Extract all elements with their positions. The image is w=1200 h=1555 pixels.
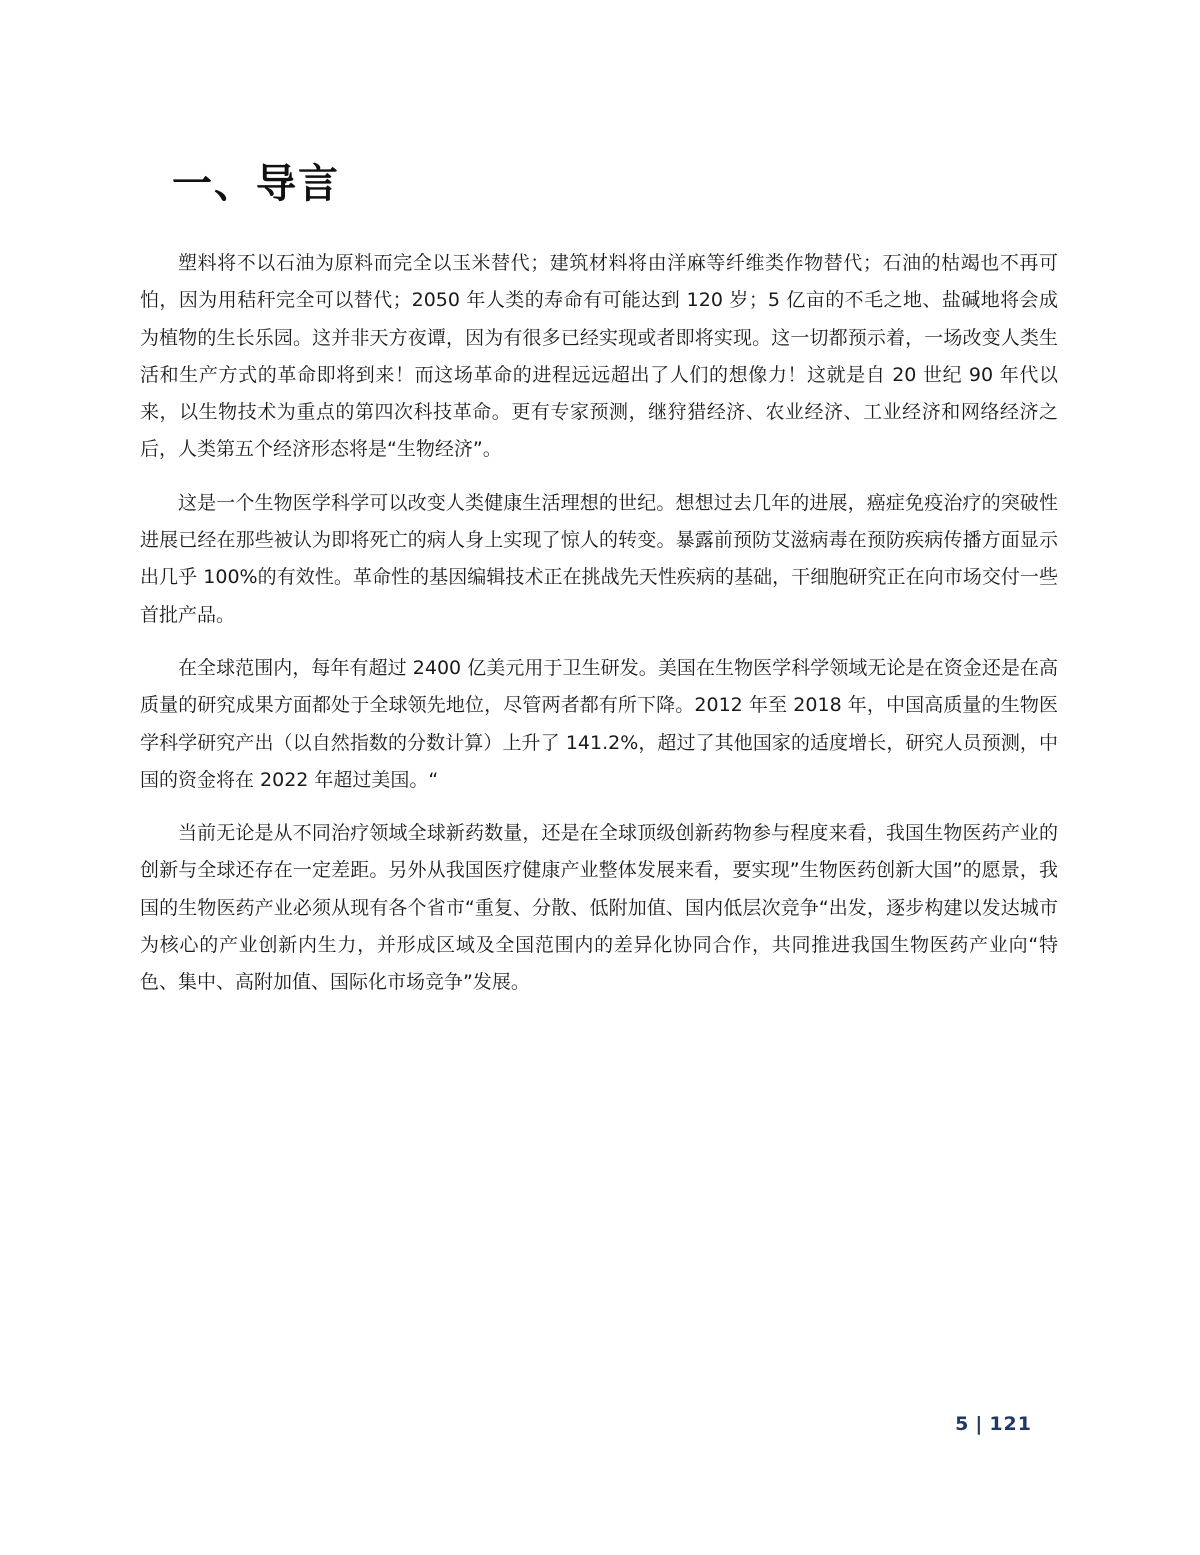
section-heading: 一、导言 xyxy=(172,161,340,207)
paragraph: 当前无论是从不同治疗领域全球新药数量，还是在全球顶级创新药物参与程度来看，我国生物医药产业的创新与全球还存在一定差距。另外从我国医疗健康产业整体发展来看，要实现”生物医药创新大国”的愿景，我国的生物医药产业必须从现有各个省市“重复、分散、低附加值、国内低层次竞争“出发，逐步构建以发达城市为核心的产业创新内生力，并形成区域及全国范围内的差异化协同合作，共同推进我国生物医药产业向“特色、集中、高附加值、国际化市场竞争”发展。 xyxy=(140,822,1058,994)
total-pages: 121 xyxy=(989,1413,1032,1435)
paragraph: 这是一个生物医学科学可以改变人类健康生活理想的世纪。想想过去几年的进展，癌症免疫治疗的突破性进展已经在那些被认为即将死亡的病人身上实现了惊人的转变。暴露前预防艾滋病毒在预防疾病传播方面显示出几乎 100%的有效性。革命性的基因编辑技术正在挑战先天性疾病的基础，干细胞研究正在向市场交付一些首批产品。 xyxy=(140,491,1058,626)
page-number xyxy=(955,1413,1032,1435)
current-page: 5 xyxy=(955,1413,970,1435)
paragraph: 塑料将不以石油为原料而完全以玉米替代；建筑材料将由洋麻等纤维类作物替代；石油的枯竭也不再可怕，因为用秸秆完全可以替代；2050 年人类的寿命有可能达到 120 岁；5 亿亩的不毛之地、盐碱地将会成为植物的生长乐园。这并非天方夜谭，因为有很多已经实现或者即将实现。这一切都预示着，一场改变人类生活和生产方式的革命即将到来！而这场革命的进程远远超出了人们的想像力！这就是自 20 世纪 90 年代以来，以生物技术为重点的第四次科技革命。更有专家预测，继狩猎经济、农业经济、工业经济和网络经济之后，人类第五个经济形态将是“生物经济”。 xyxy=(140,252,1058,461)
page-separator: | xyxy=(975,1413,984,1435)
body-text xyxy=(140,245,1058,1018)
paragraph: 在全球范围内，每年有超过 2400 亿美元用于卫生研发。美国在生物医学科学领域无论是在资金还是在高质量的研究成果方面都处于全球领先地位，尽管两者都有所下降。2012 年至 2018 年，中国高质量的生物医学科学研究产出（以自然指数的分数计算）上升了 141.2%，超过了其他国家的适度增长，研究人员预测，中国的资金将在 2022 年超过美国。“ xyxy=(140,656,1058,791)
